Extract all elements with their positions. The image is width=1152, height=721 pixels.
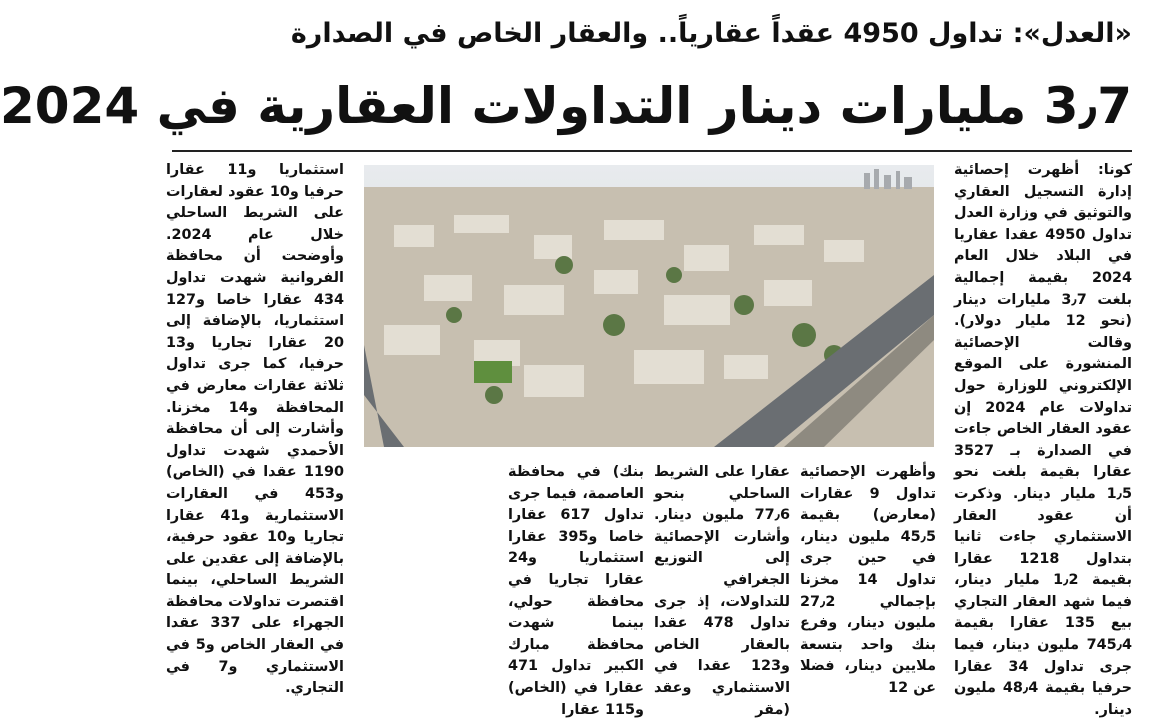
photo-illustration [364,165,934,447]
article-column-right: كونا: أظهرت إحصائية إدارة التسجيل العقاري والتوثيق في وزارة العدل تداول 4950 عقدا عقاريا في البلاد خلال العام 2024 بقيمة إجمالية بلغت 3٫7 مليارات دينار (نحو 12 مليار دولار). وقالت الإحصائية المنشورة على الموقع الإلكتروني للوزارة حول تداولات عام 2024 إن عقود العقار الخاص جاءت في الصدارة بـ 3527 عقارا بقيمة بلغت نحو 1٫5 مليار دينار. وذكرت أن عقود العقار الاستثماري جاءت ثانيا بتداول 1218 عقارا بقيمة 1٫2 مليار دينار، فيما شهد العقار التجاري بيع 135 عقارا بقيمة 745٫4 مليون دينار، فيما جرى تداول 34 عقارا حرفيا بقيمة 48٫4 مليون دينار. [954,162,1133,718]
photo-field [474,361,512,383]
article-kicker: «العدل»: تداول 4950 عقداً عقارياً.. والعقار الخاص في الصدارة [290,18,1132,49]
article-column-left: استثماريا و11 عقارا حرفيا و10 عقود لعقارات على الشريط الساحلي خلال عام 2024. وأوضحت أن محافظة الفروانية شهدت تداول 434 عقارا خاصا و127 استثماريا، بالإضافة إلى 20 عقارا تجاريا و13 حرفيا، كما جرى تداول ثلاثة عقارات معارض في المحافظة و14 مخزنا. وأشارت إلى أن محافظة الأحمدي شهدت تداول 1190 عقدا في (الخاص) و453 في العقارات الاستثمارية و41 عقارا تجاريا و10 عقود حرفية، بالإضافة إلى عقدين على الشريط الساحلي، بينما اقتصرت تداولات محافظة الجهراء على 337 عقدا في العقار الخاص و5 في الاستثماري و7 في التجاري. [166,162,344,697]
article-bottom-column-3: بنك) في محافظة العاصمة، فيما جرى تداول 617 عقارا خاصا و395 عقارا استثماريا و24 عقارا تجاريا في محافظة حولي، بينما شهدت محافظة مبارك الكبير تداول 471 عقارا في (الخاص) و115 عقارا [508,464,644,718]
article-bottom-column-2: عقارا على الشريط الساحلي بنحو 77٫6 مليون دينار. وأشارت الإحصائية إلى التوزيع الجغرافي للتداولات، إذ جرى تداول 478 عقدا بالعقار الخاص و123 عقدا في الاستثماري وعقد (مقر [654,464,790,718]
article-bottom-column-1: وأظهرت الإحصائية تداول 9 عقارات (معارض) بقيمة 45٫5 مليون دينار، في حين جرى تداول 14 مخزنا بإجمالي 27٫2 مليون دينار، وفرع بنك واحد بتسعة ملايين دينار، فضلا عن 12 [800,464,937,696]
article-headline: 3٫7 مليارات دينار التداولات العقارية في 2024 [0,77,1132,135]
headline-rule [172,150,1132,152]
aerial-city-photo [364,165,934,447]
